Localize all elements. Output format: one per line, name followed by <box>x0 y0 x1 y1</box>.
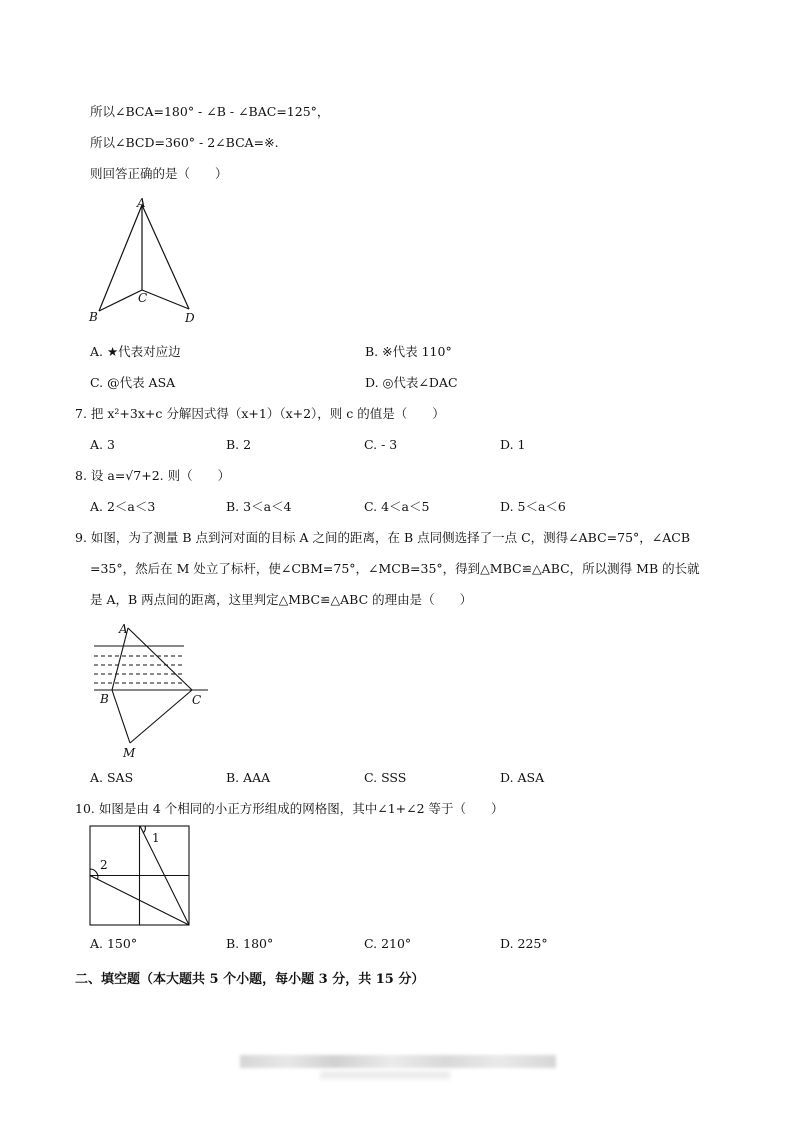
q10-stem: 10. 如图是由 4 个相同的小正方形组成的网格图，其中∠1+∠2 等于（ ） <box>75 801 504 816</box>
label-c: C <box>138 291 148 305</box>
q8-option-d[interactable]: D. 5＜a＜6 <box>500 499 566 514</box>
q9-option-a[interactable]: A. SAS <box>90 770 134 785</box>
q9-line-1: 9. 如图，为了测量 B 点到河对面的目标 A 之间的距离，在 B 点同侧选择了一点 C，测得∠ABC=75°，∠ACB <box>75 530 691 545</box>
solution-line-1: 所以∠BCA=180° - ∠B - ∠BAC=125°， <box>90 104 330 119</box>
label-b: B <box>100 692 109 706</box>
q10-option-b[interactable]: B. 180° <box>226 936 274 951</box>
label-a: A <box>137 196 146 210</box>
label-d: D <box>185 311 195 325</box>
option-c[interactable]: C. @代表 ASA <box>90 375 176 390</box>
q7-option-d[interactable]: D. 1 <box>500 437 526 452</box>
figure-river <box>88 618 213 763</box>
q10-option-d[interactable]: D. 225° <box>500 936 548 951</box>
q8-option-b[interactable]: B. 3＜a＜4 <box>226 499 292 514</box>
q7-option-b[interactable]: B. 2 <box>226 437 252 452</box>
label-c: C <box>192 693 202 707</box>
footer-blurred-sub <box>320 1071 450 1079</box>
option-b[interactable]: B. ※代表 110° <box>365 344 452 359</box>
label-m: M <box>123 746 136 760</box>
q9-option-b[interactable]: B. AAA <box>226 770 271 785</box>
figure-abcd <box>85 195 205 327</box>
q7-option-c[interactable]: C. - 3 <box>364 437 398 452</box>
q9-line-2: =35°，然后在 M 处立了标杆，使∠CBM=75°，∠MCB=35°，得到△MBC≌△ABC，所以测得 MB 的长就 <box>90 561 700 576</box>
q10-option-a[interactable]: A. 150° <box>90 936 138 951</box>
q7-option-a[interactable]: A. 3 <box>90 437 115 452</box>
figure-grid <box>85 822 195 928</box>
q8-option-a[interactable]: A. 2＜a＜3 <box>90 499 156 514</box>
footer-blurred <box>240 1055 556 1068</box>
question-prompt: 则回答正确的是（ ） <box>90 166 228 181</box>
q8-stem: 8. 设 a=√7+2. 则（ ） <box>75 468 231 483</box>
angle-label-2: 2 <box>100 858 108 872</box>
q8-option-c[interactable]: C. 4＜a＜5 <box>364 499 430 514</box>
option-d[interactable]: D. ◎代表∠DAC <box>365 375 458 390</box>
q9-line-3: 是 A，B 两点间的距离，这里判定△MBC≌△ABC 的理由是（ ） <box>90 592 473 607</box>
section-heading: 二、填空题（本大题共 5 个小题，每小题 3 分，共 15 分） <box>75 972 425 987</box>
solution-line-2: 所以∠BCD=360° - 2∠BCA=※. <box>90 135 279 150</box>
q10-option-c[interactable]: C. 210° <box>364 936 412 951</box>
label-a: A <box>119 622 128 636</box>
option-a[interactable]: A. ★代表对应边 <box>90 344 181 359</box>
angle-label-1: 1 <box>152 831 160 845</box>
q9-option-d[interactable]: D. ASA <box>500 770 545 785</box>
label-b: B <box>89 310 98 324</box>
q7-stem: 7. 把 x²+3x+c 分解因式得（x+1）（x+2），则 c 的值是（ ） <box>75 406 445 421</box>
q9-option-c[interactable]: C. SSS <box>364 770 407 785</box>
